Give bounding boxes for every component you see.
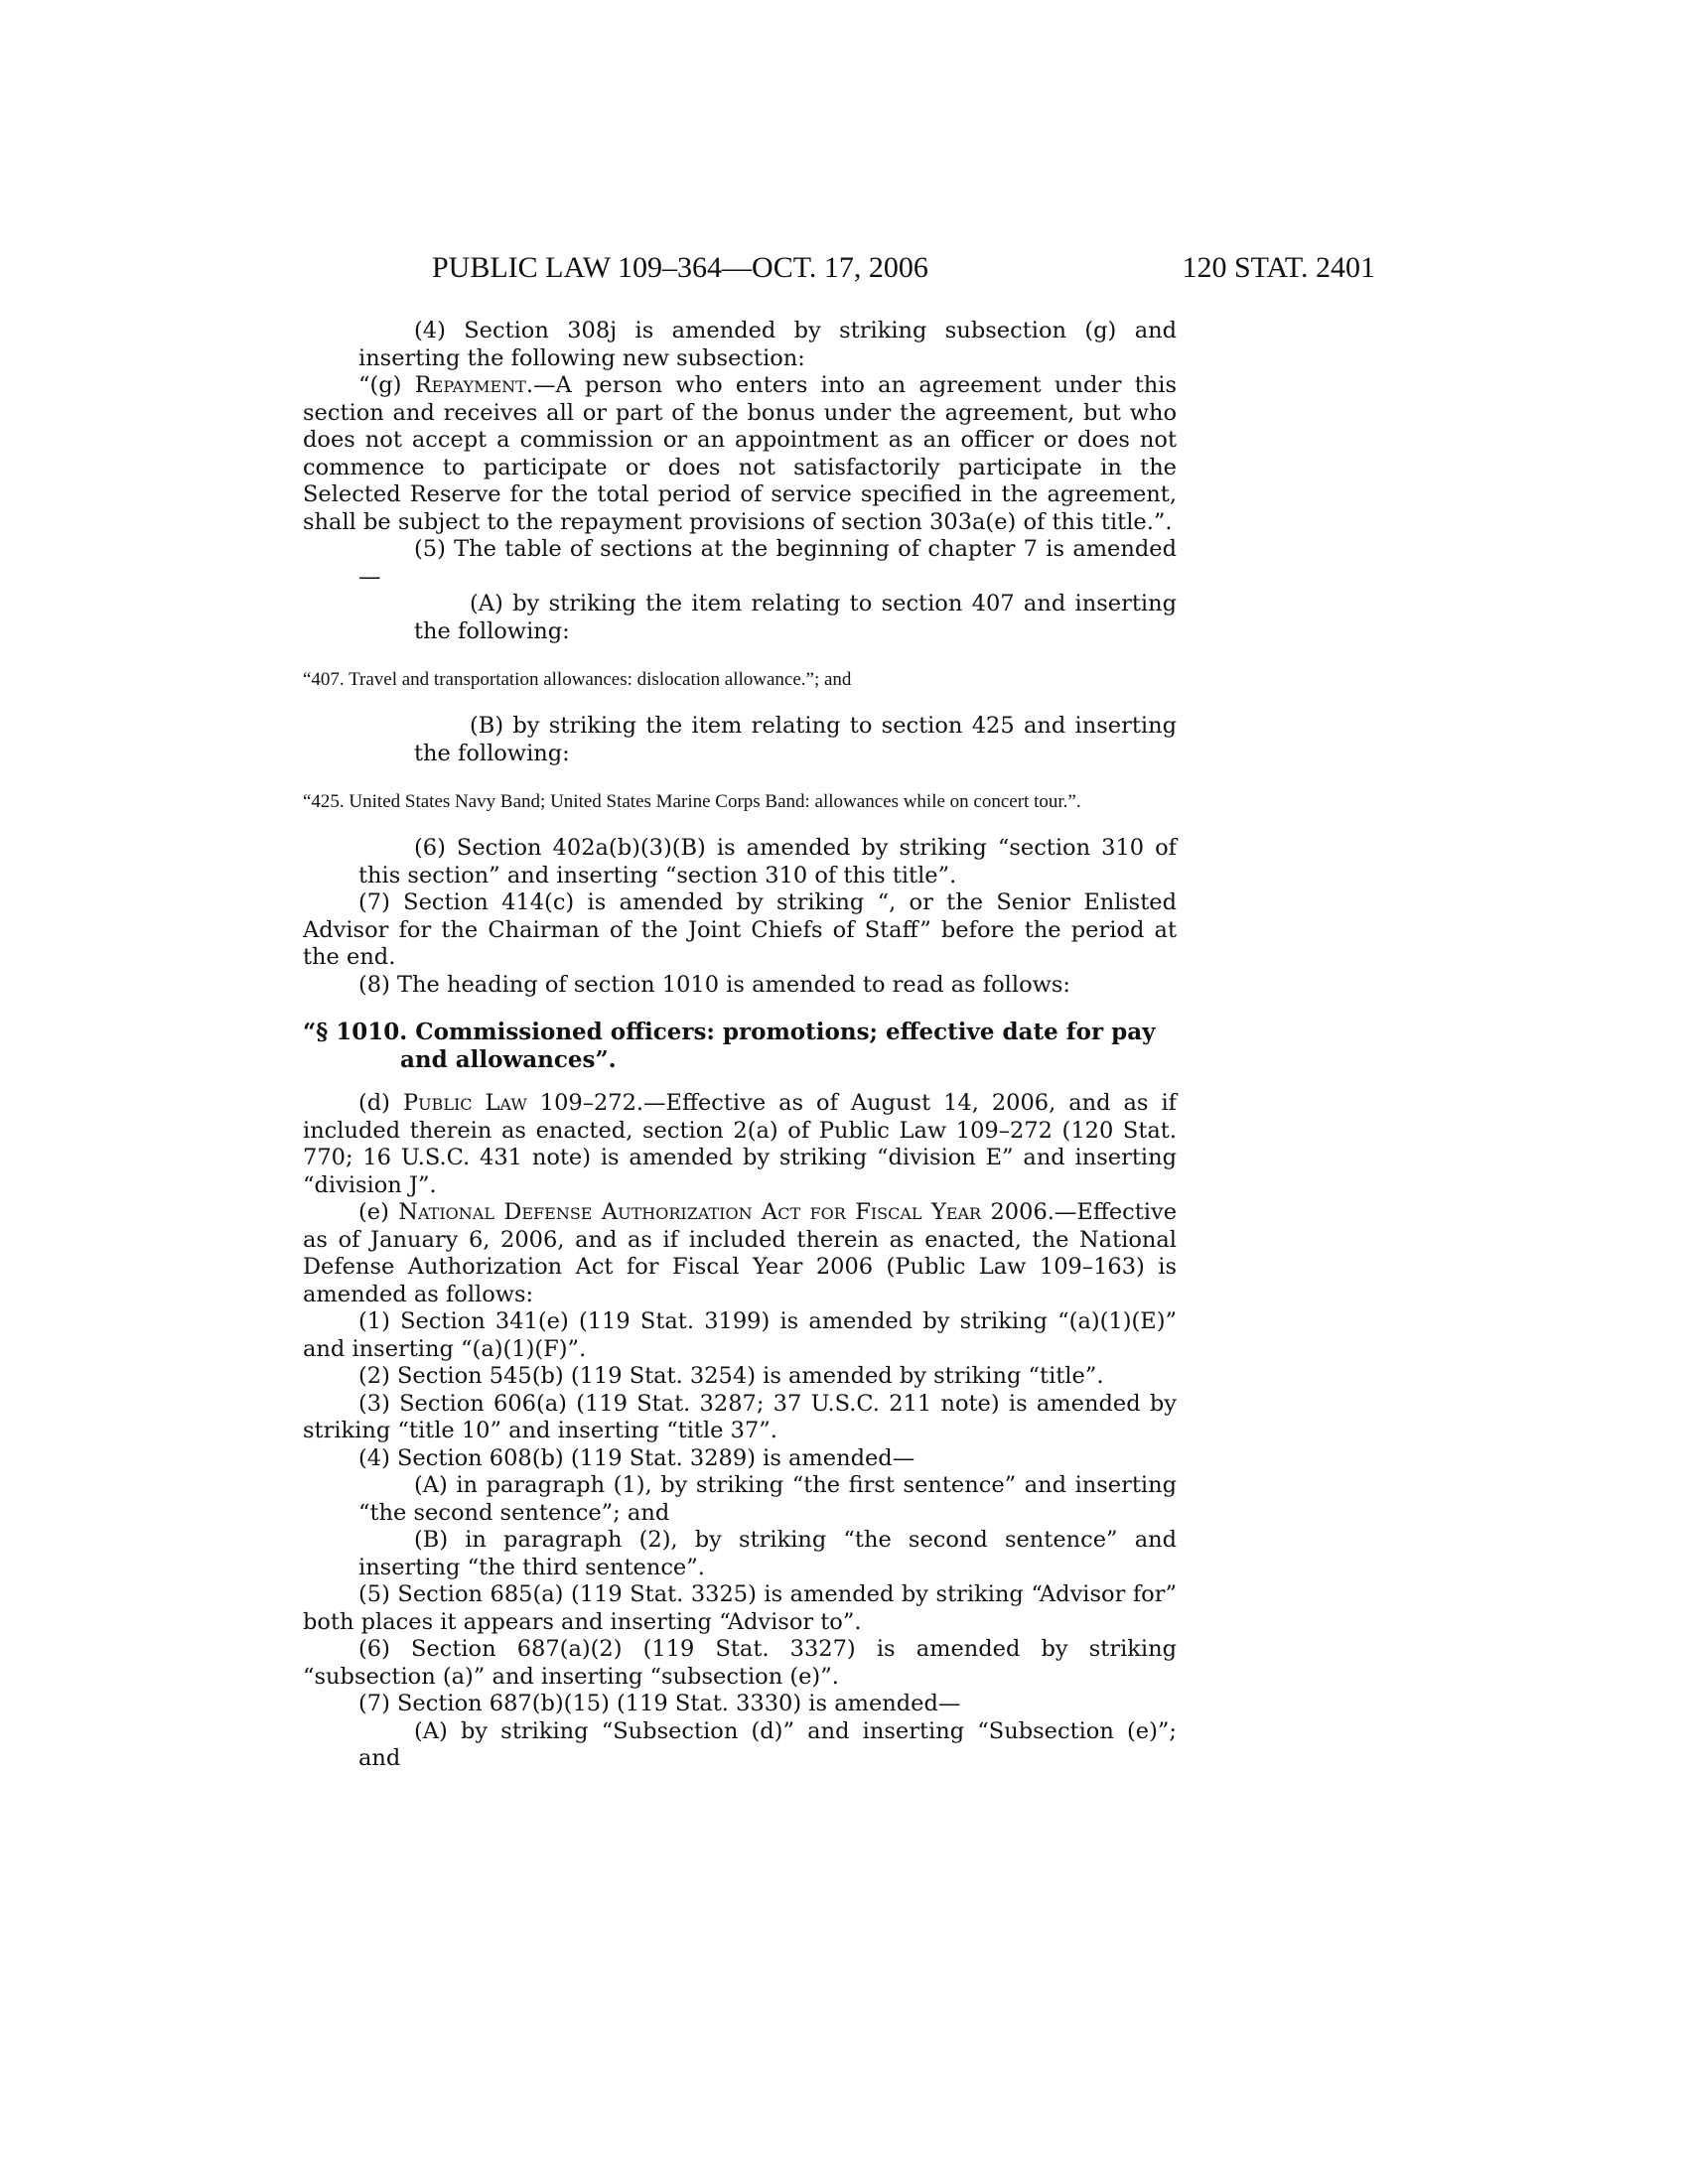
subsection-e-text: .—Effective as of January 6, 2006, and as if included therein as enacted, the National Defense Authorization Act for Fiscal Year 2006 (Public Law 109–163) is amended as follows: bbox=[303, 1199, 1178, 1307]
running-head bbox=[303, 248, 1375, 288]
subsection-d-lead: (d) bbox=[358, 1090, 403, 1116]
subsection-g-repayment bbox=[303, 372, 1177, 536]
subsection-g-lead: “(g) bbox=[358, 372, 415, 398]
paragraph-4-section-308j: (4) Section 308j is amended by striking subsection (g) and inserting the following new subsection: bbox=[358, 318, 1177, 371]
paragraph-e2-section-545b: (2) Section 545(b) (119 Stat. 3254) is amended by striking “title”. bbox=[358, 1363, 1104, 1389]
stat-citation: 120 STAT. 2401 bbox=[1182, 251, 1375, 284]
subparagraph-e7a: (A) by striking “Subsection (d)” and inserting “Subsection (e)”; and bbox=[358, 1717, 1177, 1771]
paragraph-e1-section-341e: (1) Section 341(e) (119 Stat. 3199) is amended by striking “(a)(1)(E)” and inserting “(a)(1)(F)”. bbox=[303, 1308, 1177, 1362]
subsection-e-lead: (e) bbox=[358, 1199, 399, 1225]
subsection-d-heading: Public Law 109–272 bbox=[402, 1090, 636, 1116]
paragraph-e4-section-608b: (4) Section 608(b) (119 Stat. 3289) is amended— bbox=[358, 1444, 915, 1471]
subparagraph-e4a: (A) in paragraph (1), by striking “the first sentence” and inserting “the second sentence”; and bbox=[358, 1472, 1177, 1526]
subsection-e-ndaa-2006 bbox=[303, 1199, 1177, 1308]
subsection-d-public-law-109-272 bbox=[303, 1090, 1177, 1199]
subparagraph-b-section-425: (B) by striking the item relating to section 425 and inserting the following: bbox=[414, 713, 1177, 766]
paragraph-e6-section-687a2: (6) Section 687(a)(2) (119 Stat. 3327) is amended by striking “subsection (a)” and inserting “subsection (e)”. bbox=[303, 1636, 1177, 1690]
subparagraph-e4b: (B) in paragraph (2), by striking “the second sentence” and inserting “the third sentence”. bbox=[358, 1527, 1177, 1580]
section-1010-heading: “§ 1010. Commissioned officers: promotions; effective date for pay and allowances”. bbox=[303, 1019, 1156, 1073]
paragraph-6-section-402a: (6) Section 402a(b)(3)(B) is amended by striking “section 310 of this section” and inserting “section 310 of this title”. bbox=[358, 835, 1177, 888]
table-item-425: “425. United States Navy Band; United States Marine Corps Band: allowances while on concert tour.”. bbox=[303, 791, 1081, 812]
subsection-g-text: .—A person who enters into an agreement under this section and receives all or part of the bonus under the agreement, but who does not accept a commission or an appointment as an officer or does not commence to participate or does not satisfactorily participate in the Selected Reserve for the total period of service specified in the agreement, shall be subject to the repayment provisions of section 303a(e) of this title.”. bbox=[303, 372, 1177, 535]
body-text bbox=[303, 318, 1177, 1773]
paragraph-5-table-of-sections: (5) The table of sections at the beginning of chapter 7 is amended— bbox=[358, 536, 1177, 590]
paragraph-e5-section-685a: (5) Section 685(a) (119 Stat. 3325) is amended by striking “Advisor for” both places it appears and inserting “Advisor to”. bbox=[303, 1581, 1177, 1635]
subsection-e-heading: National Defense Authorization Act for Fiscal Year 2006 bbox=[398, 1199, 1048, 1225]
subparagraph-a-section-407: (A) by striking the item relating to section 407 and inserting the following: bbox=[414, 591, 1177, 644]
paragraph-e7-section-687b15: (7) Section 687(b)(15) (119 Stat. 3330) is amended— bbox=[358, 1691, 961, 1716]
subsection-d-text: .—Effective as of August 14, 2006, and as if included therein as enacted, section 2(a) of Public Law 109–272 (120 Stat. 770; 16 U.S.C. 431 note) is amended by striking “division E” and inserting “division J”. bbox=[303, 1090, 1177, 1198]
law-title: PUBLIC LAW 109–364—OCT. 17, 2006 bbox=[432, 251, 928, 284]
subsection-g-heading: Repayment bbox=[414, 372, 526, 398]
paragraph-7-section-414c: (7) Section 414(c) is amended by striking “, or the Senior Enlisted Advisor for the Chairman of the Joint Chiefs of Staff” before the period at the end. bbox=[303, 889, 1177, 970]
paragraph-8-section-1010-heading: (8) The heading of section 1010 is amended to read as follows: bbox=[358, 971, 1071, 998]
table-item-407: “407. Travel and transportation allowances: dislocation allowance.”; and bbox=[303, 669, 852, 690]
paragraph-e3-section-606a: (3) Section 606(a) (119 Stat. 3287; 37 U.S.C. 211 note) is amended by striking “title 10” and inserting “title 37”. bbox=[303, 1390, 1177, 1443]
